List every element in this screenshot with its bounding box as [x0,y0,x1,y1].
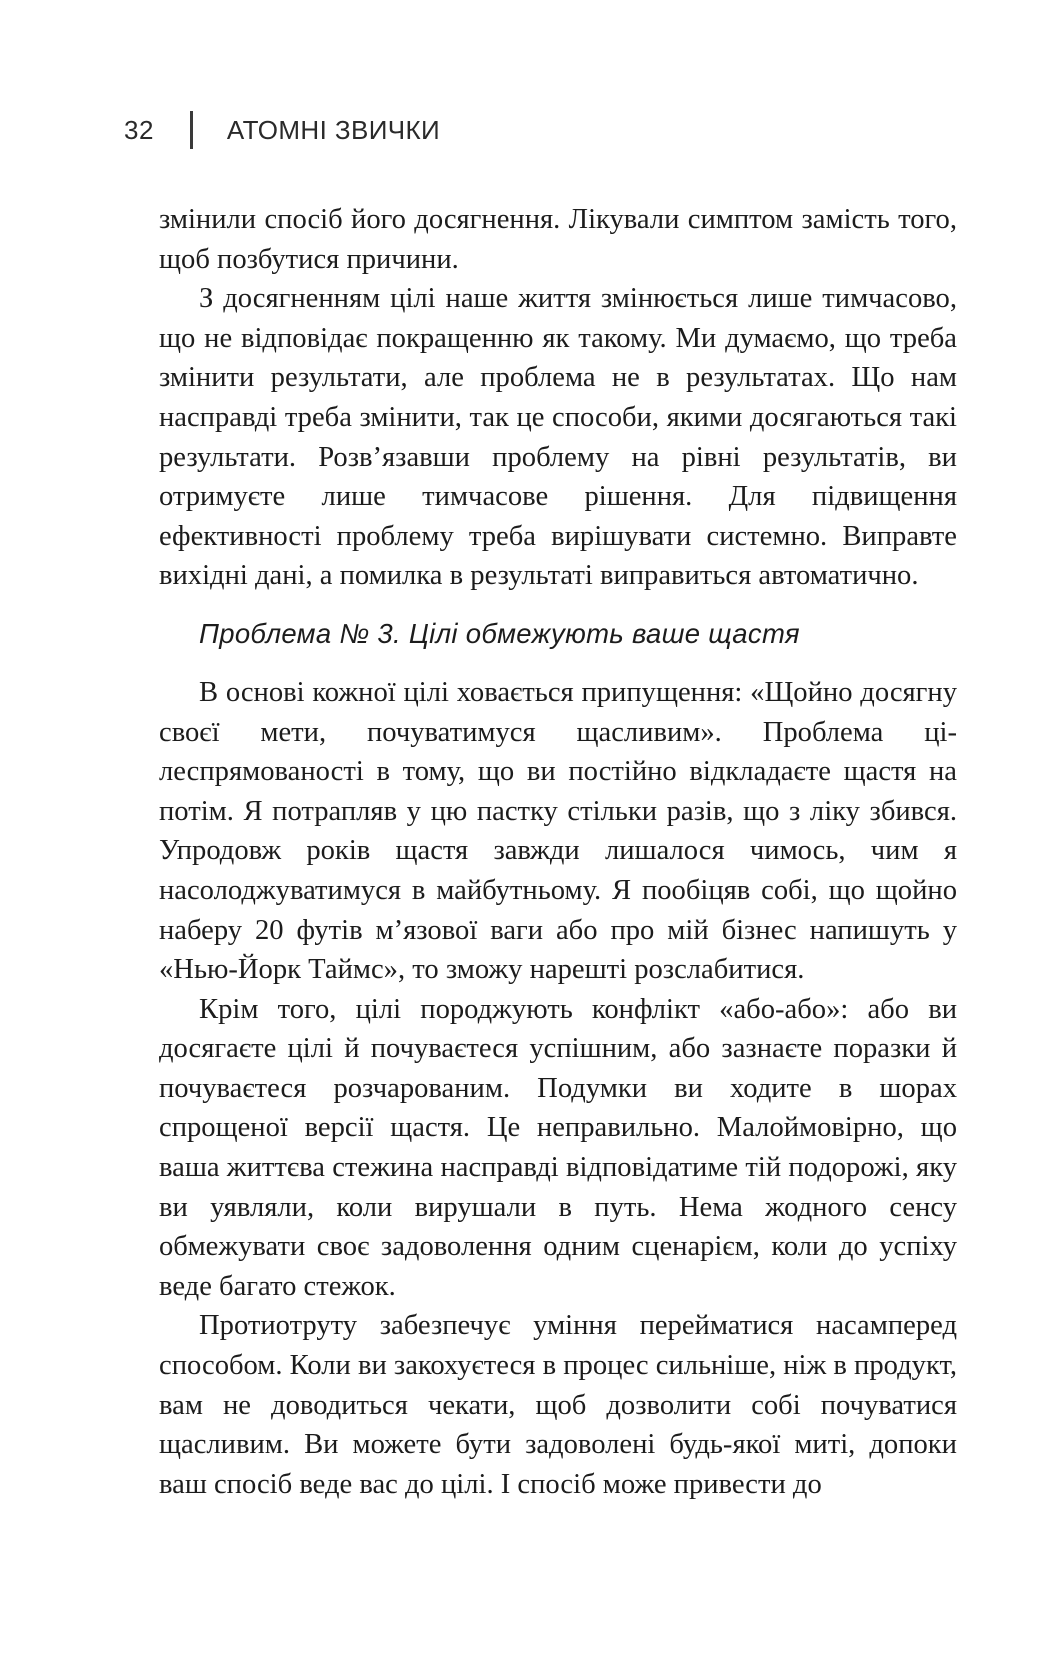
body-text [159,200,957,1504]
paragraph: Протиотруту забезпечує уміння перейматися насамперед способом. Коли ви закохуєтеся в процес сильніше, ніж в продукт, вам не доводиться чекати, щоб дозволити собі почуватися щасливим. Ви можете бути задоволені будь-якої миті, допоки ваш спосіб веде вас до цілі. І спосіб може привести до [159,1310,957,1500]
paragraph: В основі кожної цілі ховається припущення: «Щойно досягну своєї мети, почуватимуся щасливим». Проблема цілеспрямованості в тому, що ви постійно відкладаєте щастя на потім. Я потрапляв у цю пастку стільки разів, що з ліку збився. Упродовж років щастя завжди лишалося чимось, чим я насолоджуватимуся в майбутньому. Я пообіцяв собі, що щойно наберу 20 футів м’язової ваги або про мій бізнес напишуть у «Нью-Йорк Таймс», то зможу нарешті розслабитися. [159,676,957,986]
book-title: АТОМНІ ЗВИЧКИ [226,114,441,145]
running-head [124,110,440,150]
paragraph: Крім того, цілі породжують конфлікт «або-або»: або ви досягаєте цілі й почуваєтеся успішним, або зазнаєте поразки й почуваєтеся розчарованим. Подумки ви ходите в шорах спрощеної версії щастя. Це неправильно. Малоймовірно, що ваша життєва стежина насправді відповідатиме тій подорожі, яку ви уявляли, коли вирушали в путь. Нема жодного сенсу обмежувати своє задоволення одним сценарієм, коли до успіху веде багато стежок. [159,993,957,1302]
page-number: 32 [124,114,154,145]
paragraph-continued: змінили спосіб його досягнення. Лікували симптом замість того, щоб позбутися причини. [159,204,957,275]
header-divider [190,111,193,149]
section-heading: Проблема № 3. Цілі обмежують ваше щастя [199,617,800,649]
paragraph: З досягненням цілі наше життя змінюється лише тимчасово, що не відповідає покращенню як такому. Ми думаємо, що треба змінити результати, але проблема не в результатах. Що нам насправді треба змінити, так це способи, якими досягаються такі результати. Розв’язавши проблему на рівні результатів, ви отримуєте лише тимчасове рішення. Для підвищення ефективності проблему треба вирішувати системно. Виправте вихідні дані, а помилка в результаті виправиться автоматично. [159,283,957,592]
